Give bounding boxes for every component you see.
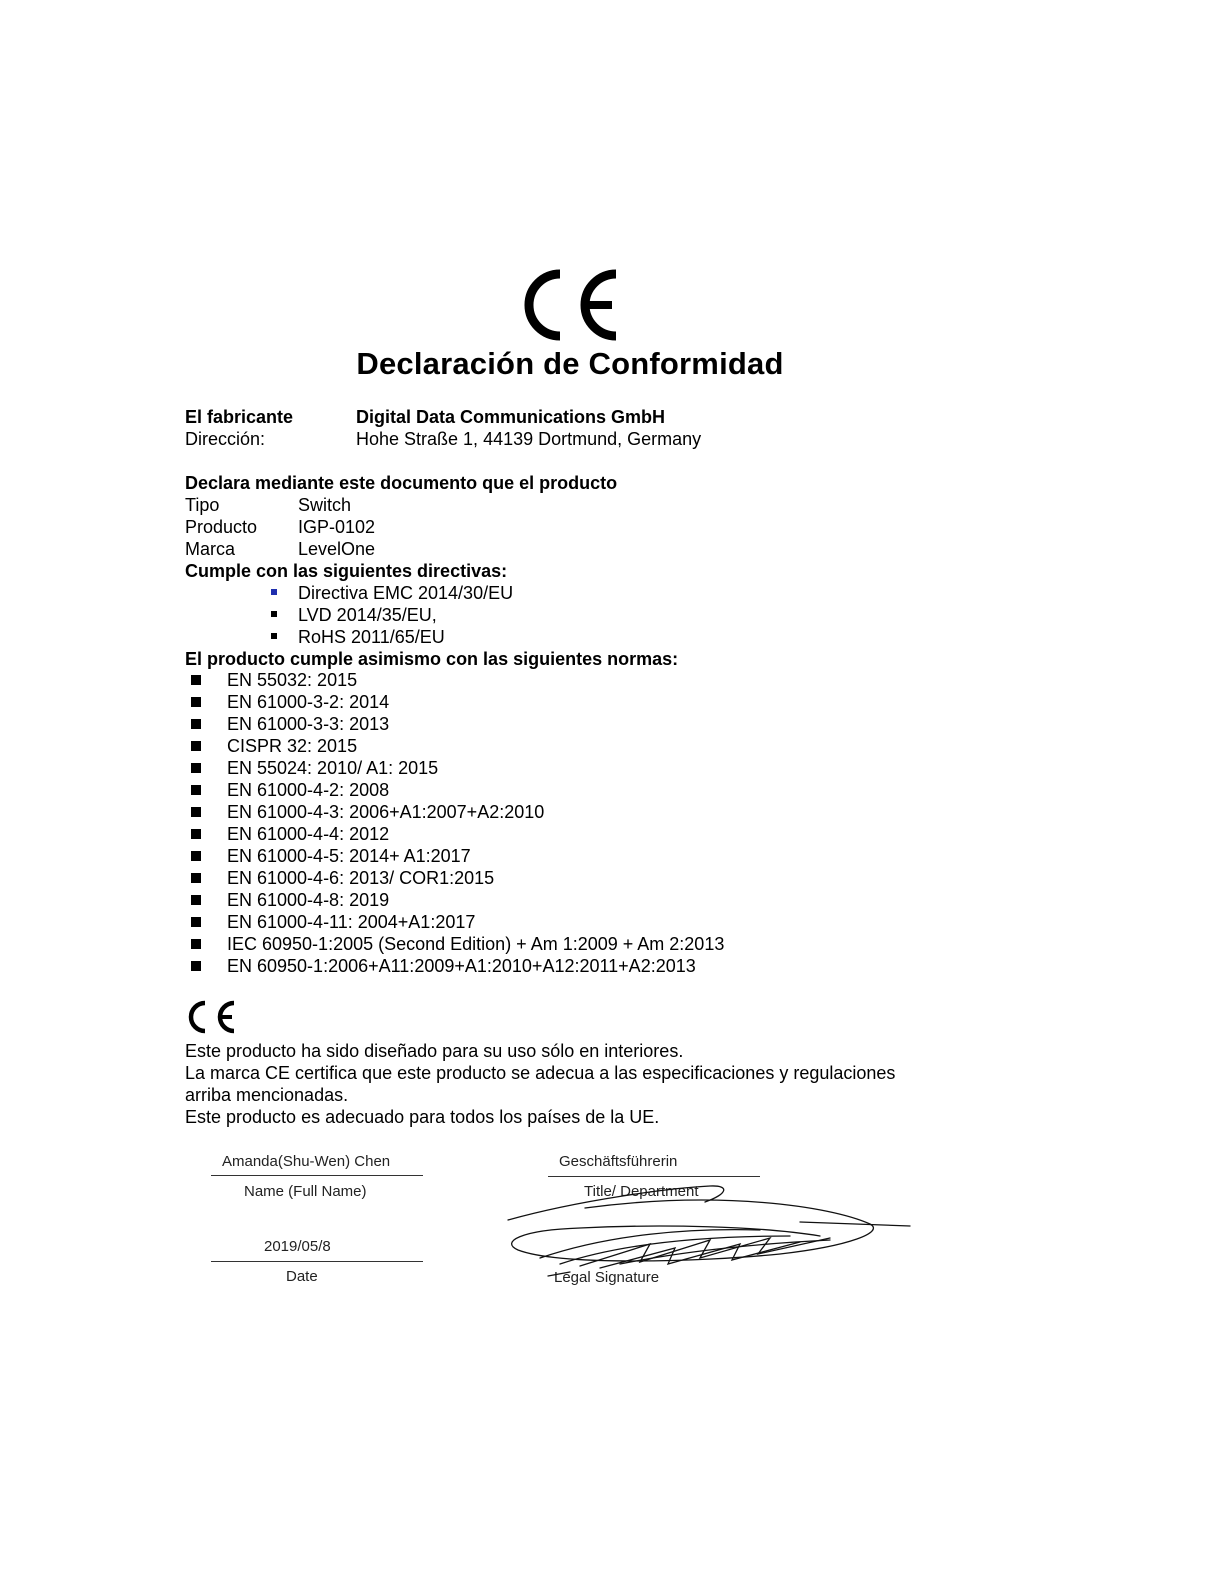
standard-item: EN 61000-4-3: 2006+A1:2007+A2:2010 — [227, 802, 545, 822]
directives-heading: Cumple con las siguientes directivas: — [185, 561, 508, 581]
directive-item: Directiva EMC 2014/30/EU — [298, 583, 514, 603]
name-underline — [211, 1175, 423, 1176]
standard-item: EN 61000-4-11: 2004+A1:2017 — [227, 912, 476, 932]
square-bullet-icon — [191, 873, 201, 883]
signer-name-value: Amanda(Shu-Wen) Chen — [222, 1153, 391, 1170]
square-bullet-icon — [191, 939, 201, 949]
standard-item: EN 61000-3-3: 2013 — [227, 714, 390, 734]
signer-name-label: Name (Full Name) — [244, 1183, 367, 1200]
square-bullet-icon — [191, 763, 201, 773]
standard-item: CISPR 32: 2015 — [227, 736, 358, 756]
standard-item: IEC 60950-1:2005 (Second Edition) + Am 1:2009 + Am 2:2013 — [227, 934, 725, 954]
title-underline — [548, 1176, 760, 1177]
bullet-icon — [271, 633, 277, 639]
field-brand-label: Marca — [185, 539, 236, 559]
standard-item: EN 60950-1:2006+A11:2009+A1:2010+A12:2011+A2:2013 — [227, 956, 696, 976]
square-bullet-icon — [191, 851, 201, 861]
standard-item: EN 61000-3-2: 2014 — [227, 692, 390, 712]
field-product-label: Producto — [185, 517, 258, 537]
manufacturer-address: Hohe Straße 1, 44139 Dortmund, Germany — [356, 429, 702, 449]
standard-item: EN 61000-4-8: 2019 — [227, 890, 390, 910]
field-brand-value: LevelOne — [298, 539, 376, 559]
manufacturer-label: El fabricante — [185, 407, 294, 427]
document-title: Declaración de Conformidad — [356, 346, 784, 381]
ce-mark-small-logo — [186, 1000, 238, 1034]
legal-signature-label: Legal Signature — [554, 1269, 660, 1286]
bullet-icon — [271, 589, 277, 595]
square-bullet-icon — [191, 785, 201, 795]
square-bullet-icon — [191, 697, 201, 707]
date-underline — [211, 1261, 423, 1262]
standard-item: EN 61000-4-6: 2013/ COR1:2015 — [227, 868, 495, 888]
bullet-icon — [271, 611, 277, 617]
square-bullet-icon — [191, 675, 201, 685]
manufacturer-name: Digital Data Communications GmbH — [356, 407, 666, 427]
square-bullet-icon — [191, 719, 201, 729]
field-type-label: Tipo — [185, 495, 220, 515]
square-bullet-icon — [191, 741, 201, 751]
standard-item: EN 61000-4-4: 2012 — [227, 824, 390, 844]
directive-item: RoHS 2011/65/EU — [298, 627, 445, 647]
standard-item: EN 61000-4-2: 2008 — [227, 780, 390, 800]
square-bullet-icon — [191, 961, 201, 971]
date-value: 2019/05/8 — [264, 1238, 331, 1255]
square-bullet-icon — [191, 895, 201, 905]
note-line: Este producto es adecuado para todos los países de la UE. — [185, 1107, 660, 1127]
standard-item: EN 55032: 2015 — [227, 670, 358, 690]
field-product-value: IGP-0102 — [298, 517, 376, 537]
note-line: Este producto ha sido diseñado para su uso sólo en interiores. — [185, 1041, 684, 1061]
standard-item: EN 61000-4-5: 2014+ A1:2017 — [227, 846, 471, 866]
square-bullet-icon — [191, 807, 201, 817]
declaration-heading: Declara mediante este documento que el producto — [185, 473, 618, 493]
square-bullet-icon — [191, 917, 201, 927]
directive-item: LVD 2014/35/EU, — [298, 605, 437, 625]
note-line: La marca CE certifica que este producto se adecua a las especificaciones y regulaciones — [185, 1063, 896, 1083]
title-value: Geschäftsführerin — [559, 1153, 678, 1170]
title-label: Title/ Department — [584, 1183, 699, 1200]
field-type-value: Switch — [298, 495, 352, 515]
handwritten-signature — [500, 1178, 920, 1278]
note-line: arriba mencionadas. — [185, 1085, 349, 1105]
date-label: Date — [286, 1268, 318, 1285]
ce-mark-logo — [520, 268, 624, 342]
address-label: Dirección: — [185, 429, 266, 449]
standard-item: EN 55024: 2010/ A1: 2015 — [227, 758, 439, 778]
standards-heading: El producto cumple asimismo con las siguientes normas: — [185, 649, 679, 669]
square-bullet-icon — [191, 829, 201, 839]
